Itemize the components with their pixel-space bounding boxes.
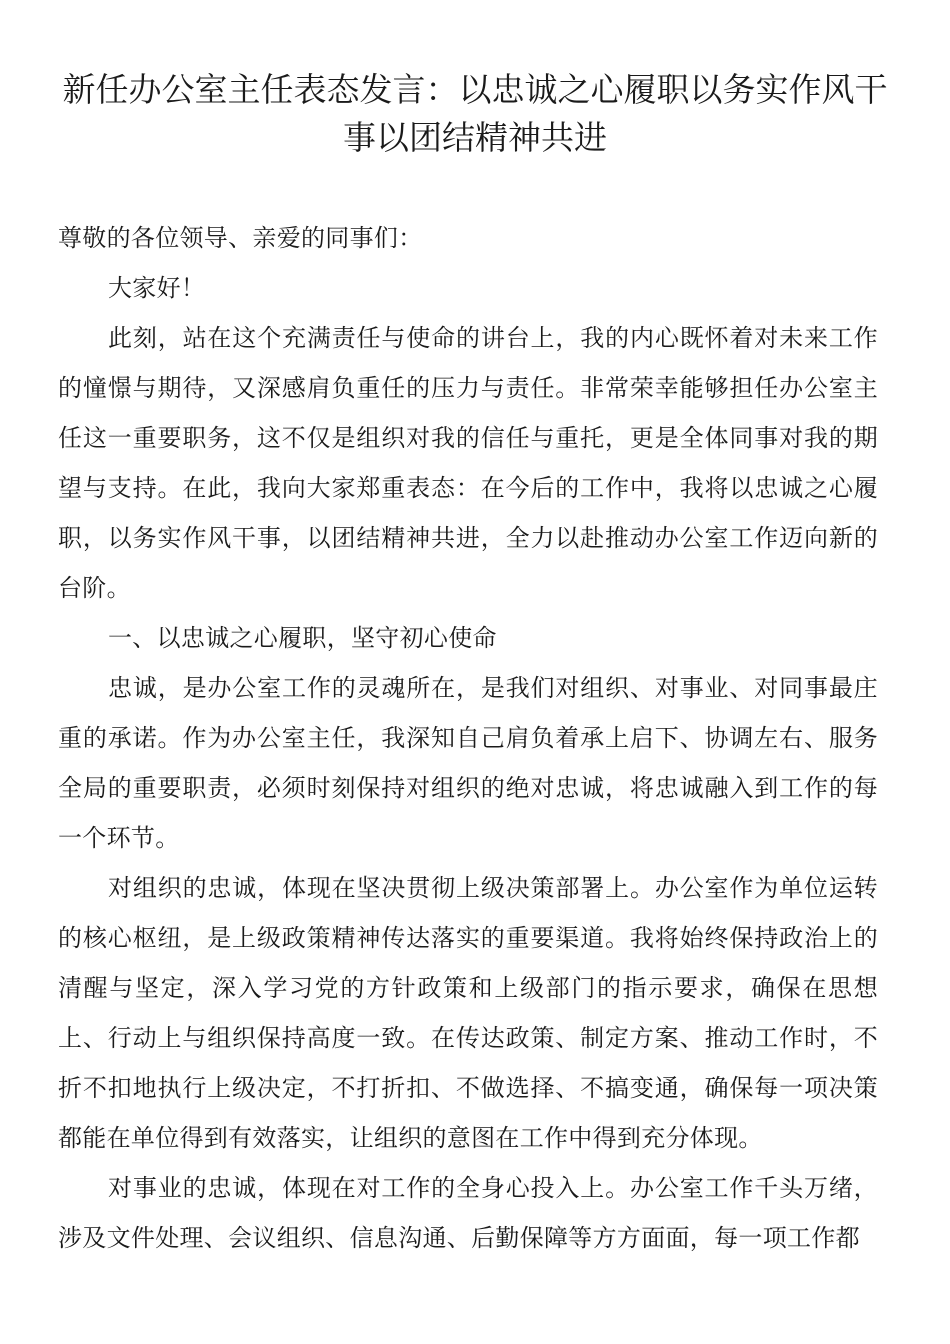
document-body: [58, 213, 878, 1263]
greeting: 大家好！: [108, 274, 206, 302]
salutation: 尊敬的各位领导、亲爱的同事们：: [58, 224, 423, 252]
paragraph-loyalty-to-organization: 对组织的忠诚，体现在坚决贯彻上级决策部署上。办公室作为单位运转的核心枢纽，是上级政策精神传达落实的重要渠道。我将始终保持政治上的清醒与坚定，深入学习党的方针政策和上级部门的指示要求，确保在思想上、行动上与组织保持高度一致。在传达政策、制定方案、推动工作时，不折不扣地执行上级决定，不打折扣、不做选择、不搞变通，确保每一项决策都能在单位得到有效落实，让组织的意图在工作中得到充分体现。: [58, 874, 878, 1152]
paragraph-loyalty: 忠诚，是办公室工作的灵魂所在，是我们对组织、对事业、对同事最庄重的承诺。作为办公室主任，我深知自己肩负着承上启下、协调左右、服务全局的重要职责，必须时刻保持对组织的绝对忠诚，将忠诚融入到工作的每一个环节。: [58, 674, 878, 852]
paragraph-intro: 此刻，站在这个充满责任与使命的讲台上，我的内心既怀着对未来工作的憧憬与期待，又深感肩负重任的压力与责任。非常荣幸能够担任办公室主任这一重要职务，这不仅是组织对我的信任与重托，更是全体同事对我的期望与支持。在此，我向大家郑重表态：在今后的工作中，我将以忠诚之心履职，以务实作风干事，以团结精神共进，全力以赴推动办公室工作迈向新的台阶。: [58, 324, 878, 602]
section-heading-1: 一、以忠诚之心履职，坚守初心使命: [108, 624, 497, 652]
document-title: 新任办公室主任表态发言：以忠诚之心履职以务实作风干事以团结精神共进: [62, 70, 888, 157]
paragraph-loyalty-to-career: 对事业的忠诚，体现在对工作的全身心投入上。办公室工作千头万绪，涉及文件处理、会议组织、信息沟通、后勤保障等方方面面，每一项工作都: [58, 1174, 878, 1252]
